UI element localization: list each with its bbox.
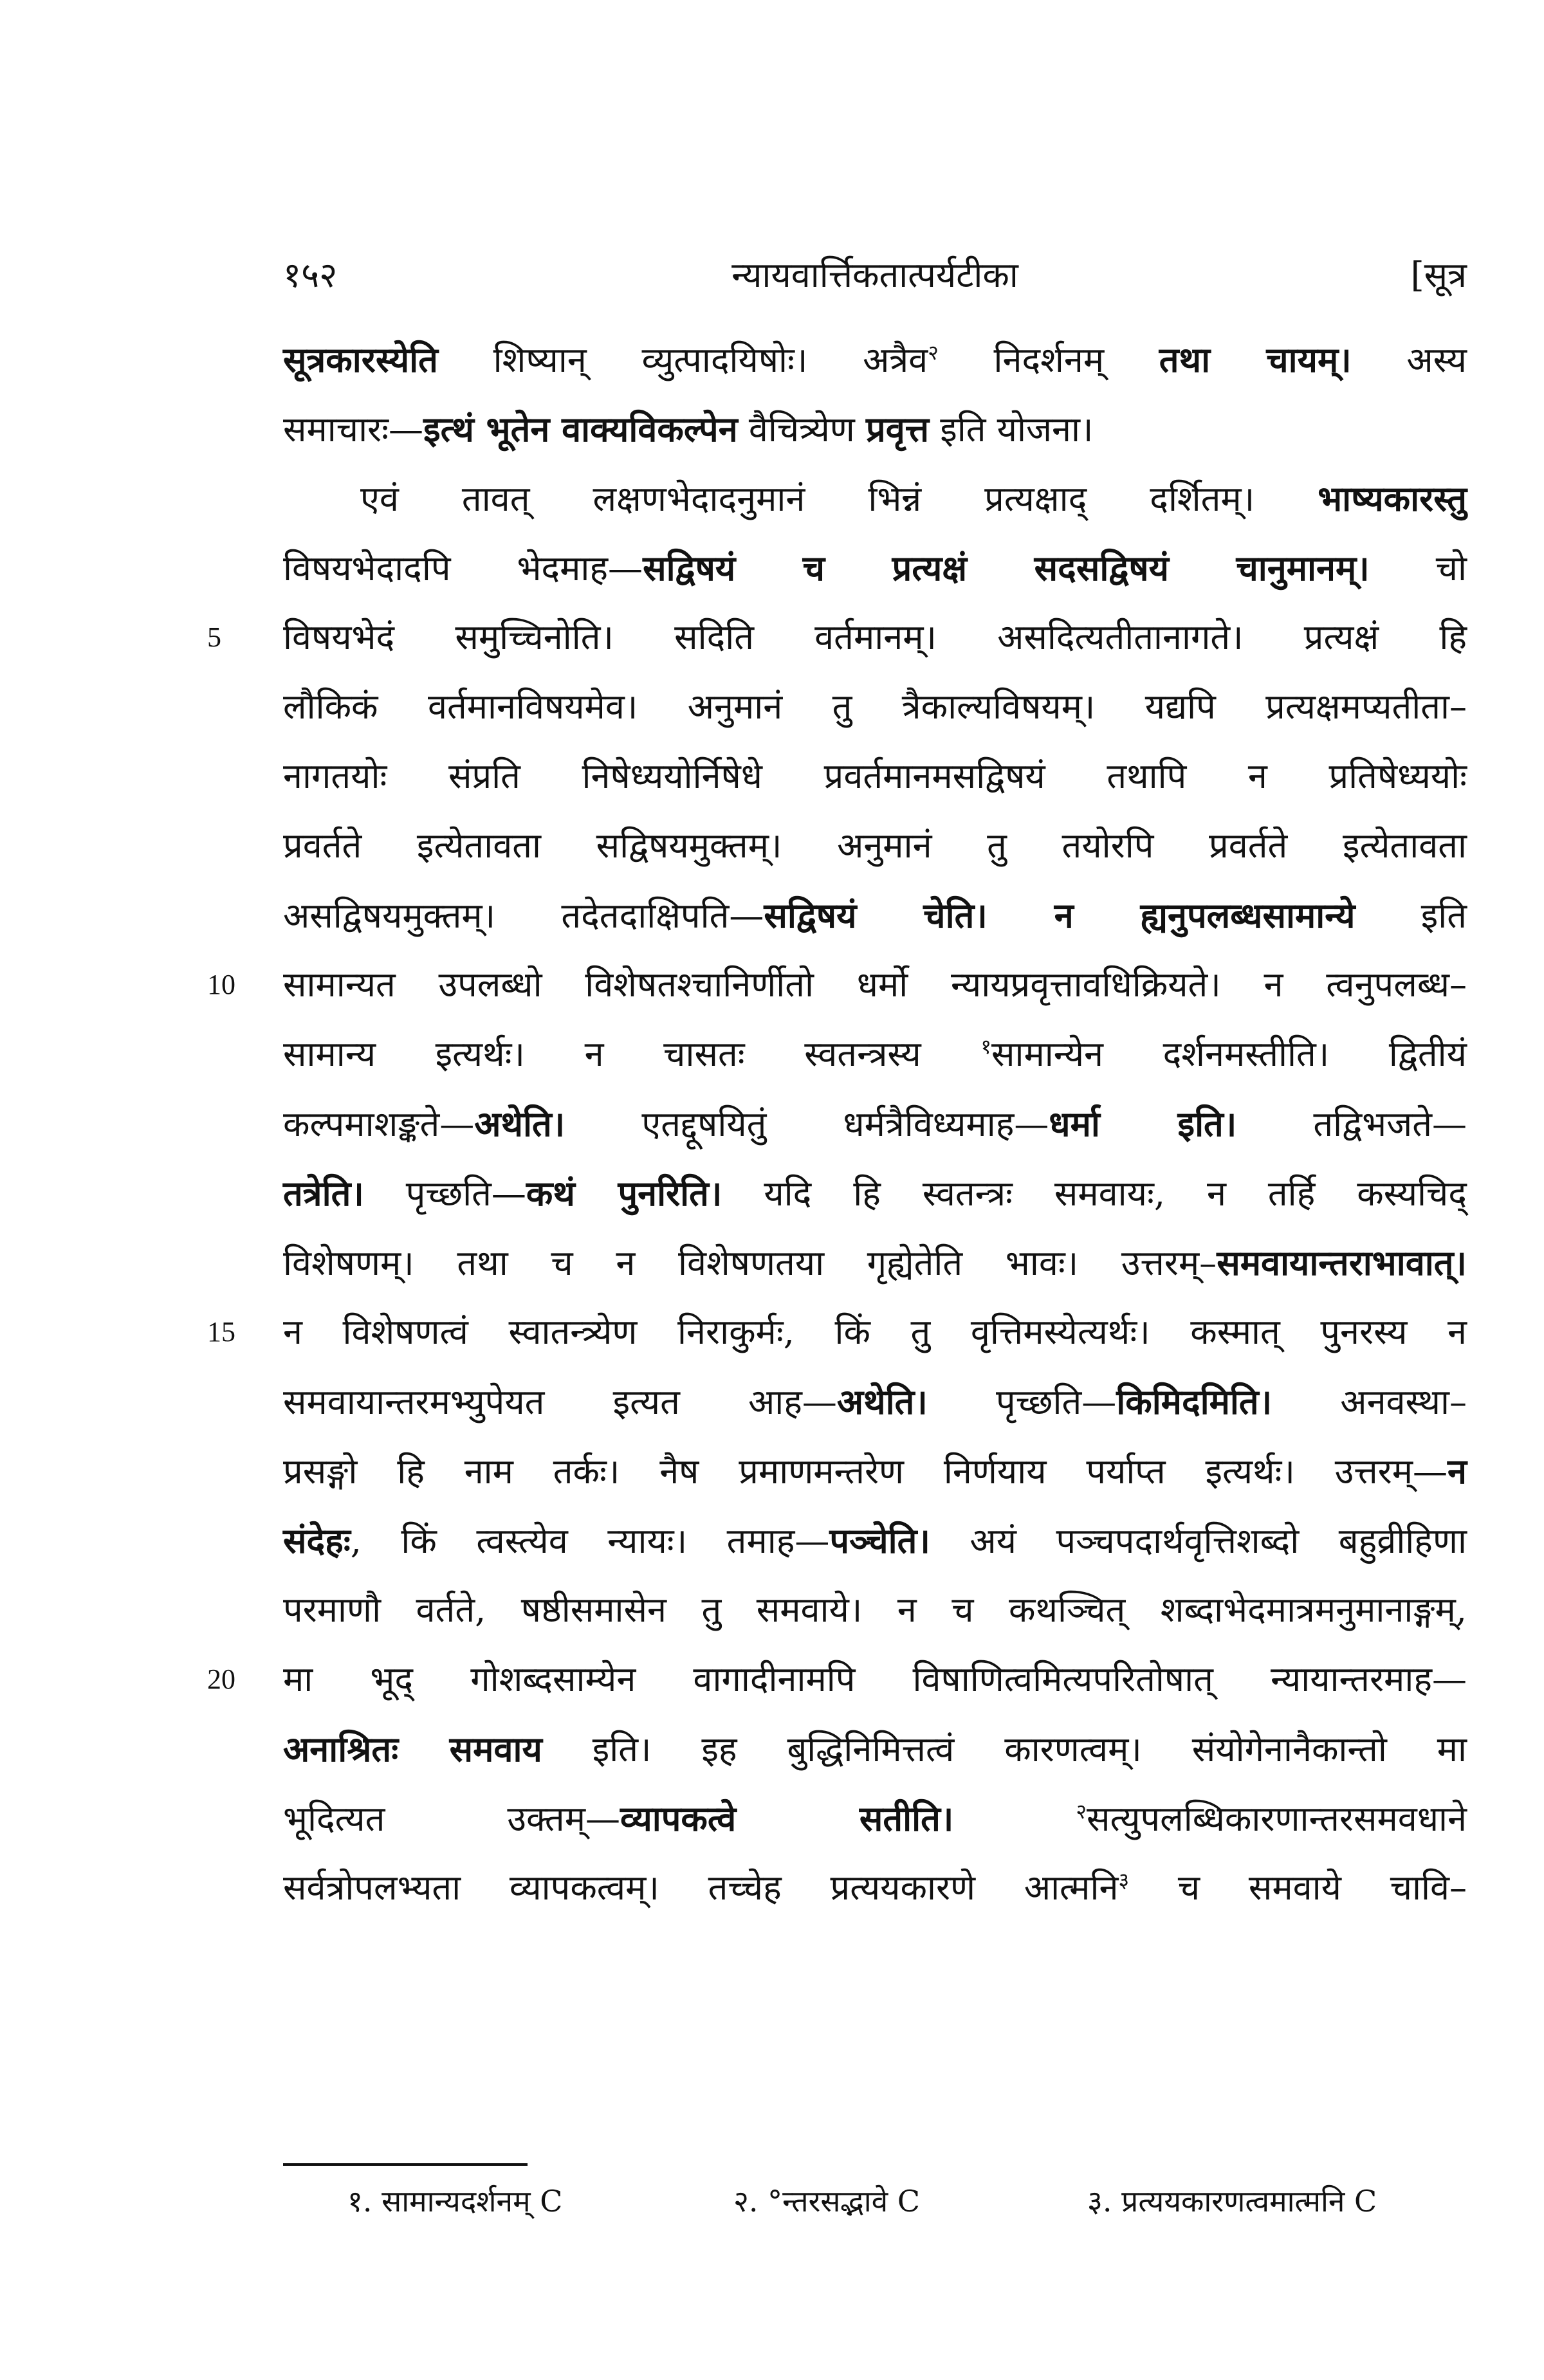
text-line	[283, 464, 1467, 533]
page-number: १५२	[283, 255, 338, 295]
bold-term: संदेहः	[283, 1520, 351, 1561]
text-segment: चो	[1369, 548, 1467, 589]
text-segment: सामान्यत उपलब्धो विशेषतश्चानिर्णीतो धर्मो न्यायप्रवृत्तावधिक्रियते। न त्वनुपलब्ध–	[283, 964, 1467, 1005]
footnote-marker: ३	[1118, 1868, 1130, 1892]
text-segment: लौकिकं वर्तमानविषयमेव। अनुमानं तु त्रैकाल्यविषयम्। यद्यपि प्रत्यक्षमप्यतीता–	[283, 686, 1467, 727]
text-line	[283, 1436, 1467, 1506]
text-segment: एवं तावत् लक्षणभेदादनुमानं भिन्नं प्रत्यक्षाद् दर्शितम्।	[360, 479, 1318, 519]
text-line	[207, 603, 1467, 672]
text-line	[283, 1158, 1467, 1228]
text-segment: विशेषणम्। तथा च न विशेषणतया गृह्येतेति भावः। उत्तरम्–	[283, 1243, 1217, 1283]
text-line	[283, 1714, 1467, 1784]
footnote-marker: २	[1076, 1799, 1087, 1824]
bold-term: इत्थं भूतेन वाक्यविकल्पेन	[423, 408, 738, 450]
text-line	[283, 1575, 1467, 1645]
text-line	[283, 1506, 1467, 1575]
bold-term: व्यापकत्वे सतीति।	[620, 1798, 954, 1839]
text-segment: अयं पञ्चपदार्थवृत्तिशब्दो बहुव्रीहिणा	[930, 1521, 1467, 1561]
text-line	[283, 881, 1467, 950]
bold-term: अथेति।	[474, 1103, 565, 1144]
bold-term: किमिदमिति।	[1116, 1381, 1273, 1422]
text-segment: इति	[1355, 895, 1467, 936]
bold-term: तत्रेति।	[283, 1173, 364, 1214]
text-segment: भूदित्यत उक्तम्—	[283, 1799, 620, 1839]
text-line	[283, 672, 1467, 742]
text-line	[283, 811, 1467, 881]
text-line	[207, 950, 1467, 1020]
bold-term: सूत्रकारस्येति	[283, 339, 438, 380]
line-number: 20	[207, 1663, 235, 1695]
text-line	[283, 1784, 1467, 1853]
bold-term: भाष्यकारस्तु	[1318, 478, 1467, 519]
text-line	[283, 742, 1467, 811]
text-segment: सत्युपलब्धिकारणान्तरसमवधाने	[1087, 1799, 1467, 1839]
text-segment	[953, 1799, 1076, 1839]
text-segment: समाचारः—	[283, 409, 424, 450]
text-line	[283, 533, 1467, 603]
text-segment: यदि हि स्वतन्त्रः समवायः, न तर्हि कस्यचिद्	[722, 1173, 1467, 1214]
text-segment: तद्विभजते—	[1236, 1104, 1467, 1144]
text-segment: समवायान्तरमभ्युपेयत इत्यत आह—	[283, 1382, 837, 1422]
text-segment: च समवाये चावि–	[1129, 1867, 1467, 1908]
text-segment: शिष्यान् व्युत्पादयिषोः। अत्रैव	[437, 340, 928, 380]
bold-term: सद्विषयं चेति। न ह्यनुपलब्धसामान्ये	[764, 895, 1356, 936]
line-number: 10	[207, 969, 235, 1000]
text-line	[283, 1020, 1467, 1089]
text-segment: सर्वत्रोपलभ्यता व्यापकत्वम्। तच्चेह प्रत्ययकारणे आत्मनि	[283, 1867, 1119, 1908]
footnote-1: १. सामान्यदर्शनम् C	[347, 2184, 563, 2219]
bold-term: समवायान्तराभावात्।	[1217, 1242, 1467, 1283]
text-segment: इति। इह बुद्धिनिमित्तत्वं कारणत्वम्। संयोगेनानैकान्तो मा	[542, 1729, 1467, 1770]
text-segment: न विशेषणत्वं स्वातन्त्र्येण निराकुर्मः, किं तु वृत्तिमस्येत्यर्थः। कस्मात् पुनरस्य न	[283, 1312, 1467, 1352]
footnote-3: ३. प्रत्ययकारणत्वमात्मनि C	[1087, 2184, 1377, 2219]
line-number: 5	[207, 621, 221, 653]
bold-term: सद्विषयं च प्रत्यक्षं सदसद्विषयं चानुमानम्।	[643, 547, 1370, 589]
footnotes	[347, 2181, 1467, 2238]
text-segment: विषयभेदं समुच्चिनोति। सदिति वर्तमानम्। असदित्यतीतानागते। प्रत्यक्षं हि	[283, 617, 1467, 657]
text-line	[283, 1228, 1467, 1297]
text-segment: प्रसङ्गो हि नाम तर्कः। नैष प्रमाणमन्तरेण निर्णयाय पर्याप्त इत्यर्थः। उत्तरम्—	[283, 1451, 1448, 1492]
text-segment: मा भूद् गोशब्दसाम्येन वागादीनामपि विषाणित्वमित्यपरितोषात् न्यायान्तरमाह—	[283, 1659, 1467, 1699]
bold-term: अनाश्रितः समवाय	[283, 1728, 542, 1770]
text-segment: कल्पमाशङ्कते—	[283, 1104, 475, 1144]
bold-term: धर्मा इति।	[1049, 1103, 1237, 1144]
text-segment: असद्विषयमुक्तम्। तदेतदाक्षिपति—	[283, 895, 764, 936]
text-segment: इति योजना।	[929, 409, 1094, 450]
text-line	[207, 1297, 1467, 1367]
text-segment: सामान्येन दर्शनमस्तीति। द्वितीयं	[991, 1034, 1467, 1074]
footnote-2: २. °न्तरसद्भावे C	[733, 2184, 921, 2219]
main-text	[207, 325, 1467, 1923]
bold-term: न	[1448, 1451, 1467, 1492]
text-segment: अनवस्था–	[1272, 1382, 1467, 1422]
text-segment: निदर्शनम्	[938, 340, 1159, 380]
text-line	[283, 394, 1467, 464]
text-segment: पृच्छति—	[927, 1382, 1117, 1422]
footnote-marker: १	[980, 1034, 991, 1059]
page-header	[283, 250, 1467, 301]
bold-term: प्रवृत्त	[865, 408, 930, 450]
text-line	[283, 1089, 1467, 1158]
text-segment: एतद्दूषयितुं धर्मत्रैविध्यमाह—	[565, 1104, 1049, 1144]
text-segment: अस्य	[1351, 340, 1467, 380]
line-number: 15	[207, 1316, 235, 1348]
text-segment: वैचित्र्येण	[737, 409, 866, 450]
text-segment: प्रवर्तते इत्येतावता सद्विषयमुक्तम्। अनुमानं तु तयोरपि प्रवर्तते इत्येतावता	[283, 825, 1467, 866]
text-segment: विषयभेदादपि भेदमाह—	[283, 548, 643, 589]
footnote-rule	[283, 2163, 528, 2166]
footnote-marker: २	[928, 340, 939, 365]
text-segment: परमाणौ वर्तते, षष्ठीसमासेन तु समवाये। न च कथञ्चित् शब्दाभेदमात्रमनुमानाङ्गम्,	[283, 1589, 1467, 1630]
bold-term: कथं पुनरिति।	[526, 1173, 722, 1214]
text-segment: नागतयोः संप्रति निषेध्ययोर्निषेधे प्रवर्तमानमसद्विषयं तथापि न प्रतिषेध्ययोः	[283, 756, 1467, 796]
text-line	[207, 1645, 1467, 1714]
text-segment: पृच्छति—	[363, 1173, 526, 1214]
bold-term: अथेति।	[836, 1381, 928, 1422]
text-line	[283, 325, 1467, 394]
text-segment: सामान्य इत्यर्थः। न चासतः स्वतन्त्रस्य	[283, 1034, 981, 1074]
bold-term: तथा चायम्।	[1159, 339, 1352, 380]
section-marker: [सूत्र	[1410, 255, 1467, 295]
running-title: न्यायवार्त्तिकतात्पर्यटीका	[731, 255, 1018, 295]
text-line	[283, 1367, 1467, 1436]
text-segment: , किं त्वस्त्येव न्यायः। तमाह—	[350, 1521, 830, 1561]
text-line	[283, 1853, 1467, 1923]
bold-term: पञ्चेति।	[829, 1520, 930, 1561]
